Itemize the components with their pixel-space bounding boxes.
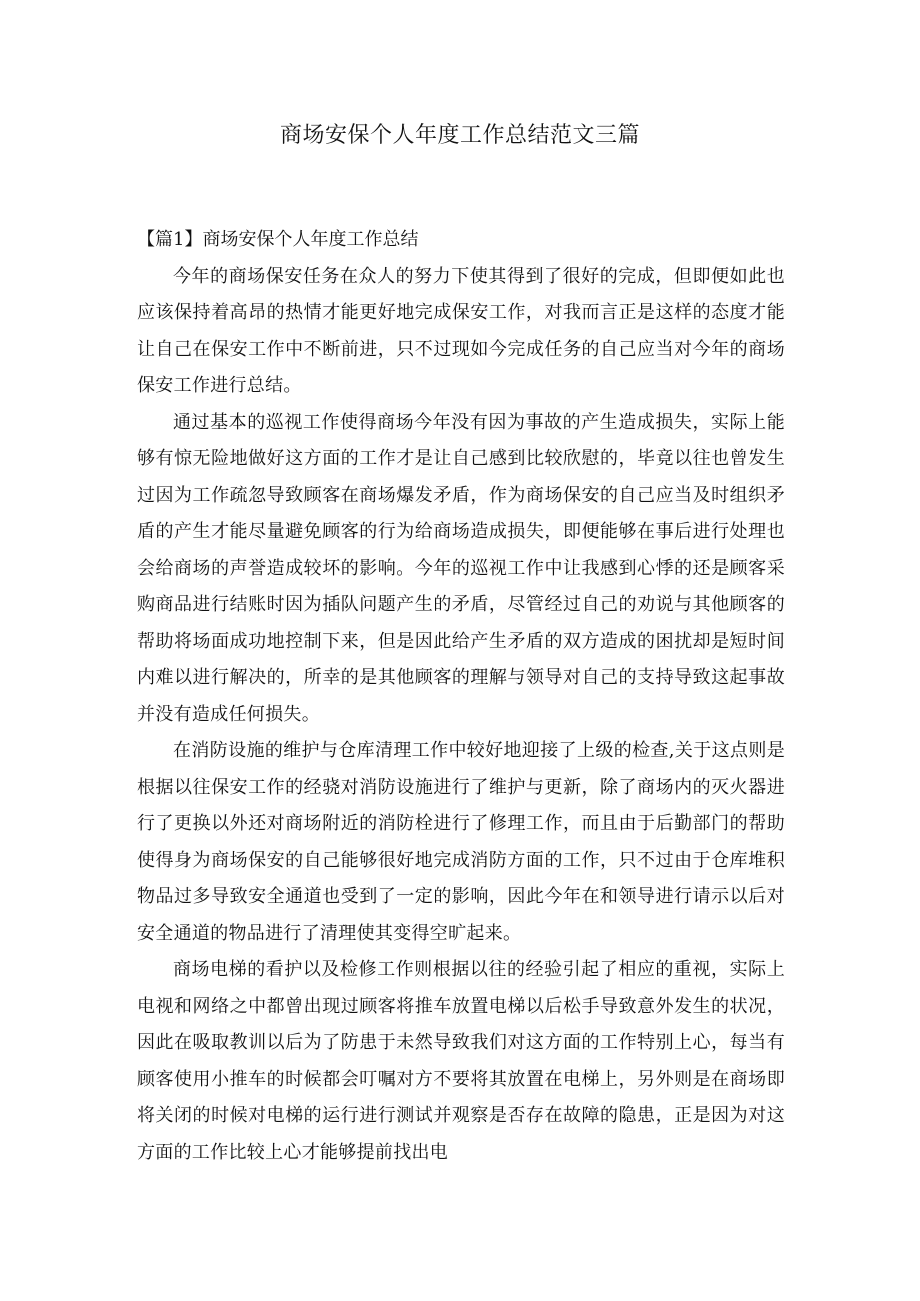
paragraph-4: 商场电梯的看护以及检修工作则根据以往的经验引起了相应的重视，实际上电视和网络之中都曾出现过顾客将推车放置电梯以后松手导致意外发生的状况，因此在吸取教训以后为了防患于未然导致我们对这方面的工作特别上心，每当有顾客使用小推车的时候都会叮嘱对方不要将其放置在电梯上，另外则是在商场即将关闭的时候对电梯的运行进行测试并观察是否存在故障的隐患，正是因为对这方面的工作比较上心才能够提前找出电 xyxy=(137,959,785,1163)
paragraph-2: 通过基本的巡视工作使得商场今年没有因为事故的产生造成损失，实际上能够有惊无险地做好这方面的工作才是让自己感到比较欣慰的，毕竟以往也曾发生过因为工作疏忽导致顾客在商场爆发矛盾，作为商场保安的自己应当及时组织矛盾的产生才能尽量避免顾客的行为给商场造成损失，即便能够在事后进行处理也会给商场的声誉造成较坏的影响。今年的巡视工作中让我感到心悸的还是顾客采购商品进行结账时因为插队问题产生的矛盾，尽管经过自己的劝说与其他顾客的帮助将场面成功地控制下来，但是因此给产生矛盾的双方造成的困扰却是短时间内难以进行解决的，所幸的是其他顾客的理解与领导对自己的支持导致这起事故并没有造成任何损失。 xyxy=(137,411,785,725)
document-body xyxy=(137,222,785,1171)
document-title: 商场安保个人年度工作总结范文三篇 xyxy=(279,123,640,148)
paragraph-1: 今年的商场保安任务在众人的努力下使其得到了很好的完成，但即便如此也应该保持着高昂的热情才能更好地完成保安工作，对我而言正是这样的态度才能让自己在保安工作中不断前进，只不过现如今完成任务的自己应当对今年的商场保安工作进行总结。 xyxy=(137,265,785,396)
section-heading: 【篇1】商场安保个人年度工作总结 xyxy=(137,229,419,250)
paragraph-3: 在消防设施的维护与仓库清理工作中较好地迎接了上级的检查,关于这点则是根据以往保安工作的经骁对消防设施进行了维护与更新，除了商场内的灭火器进行了更换以外还对商场附近的消防栓进行了修理工作，而且由于后勤部门的帮助使得身为商场保安的自己能够很好地完成消防方面的工作，只不过由于仓库堆积物品过多导致安全通道也受到了一定的影响，因此今年在和领导进行请示以后对安全通道的物品进行了清理使其变得空旷起来。 xyxy=(137,740,785,944)
